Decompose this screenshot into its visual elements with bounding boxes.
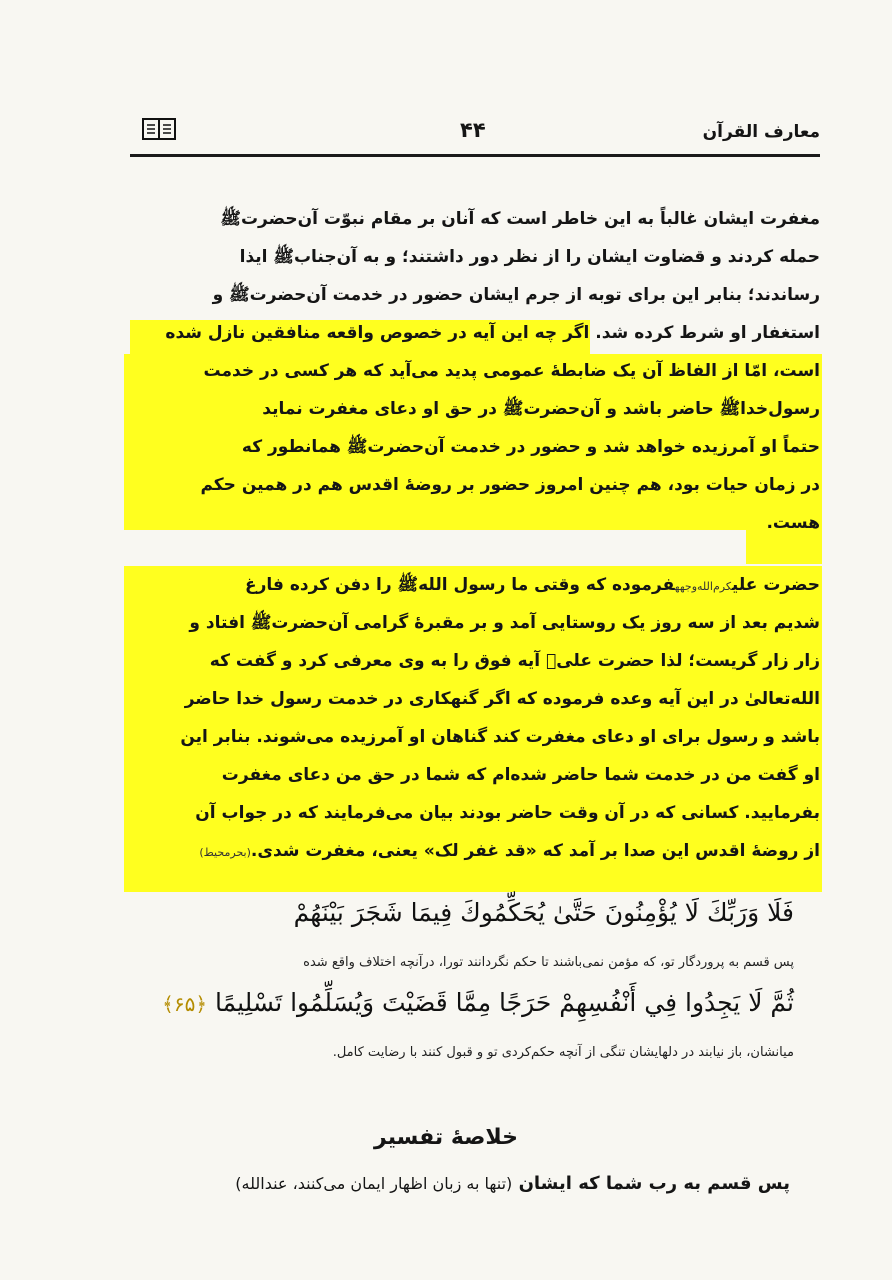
paragraph-1 [126,200,820,542]
highlighted-line: هست. [766,513,820,533]
summary-first-line [235,1173,790,1194]
verse-arabic-line-2 [162,988,794,1017]
highlighted-segment: اگر چه این آیه در خصوص واقعه منافقین نازل شده [165,323,596,343]
summary-parenthetical: (تنها به زبان اظهار ایمان می‌کنند، عندالله) [235,1174,513,1193]
highlighted-line [126,566,820,604]
source-citation: (بحرمحیط) [199,846,251,859]
highlighted-line [126,832,820,870]
highlighted-line: رسول‌خداﷺ حاضر باشد و آن‌حضرتﷺ در حق او دعای مغفرت نماید [262,399,820,419]
text-line: رساندند؛ بنابر این برای توبه از جرم ایشان حضور در خدمت آن‌حضرتﷺ و [212,285,820,305]
text-line [126,314,820,352]
text-segment: فرموده که وقتی ما رسول اللهﷺ را دفن کرده فارغ [244,575,675,595]
verse-translation-line-1: پس قسم به پروردگار تو، که مؤمن نمی‌باشند تا حکم نگردانند تورا، درآنچه اختلاف واقع شده [303,955,794,970]
highlighted-line: الله‌تعالیٰ در این آیه وعده فرموده که اگر گنهکاری در خدمت رسول خدا حاضر [184,689,820,709]
text-segment: استغفار او شرط کرده شد. [595,323,820,343]
highlighted-line: است، امّا از الفاظ آن یک ضابطهٔ عمومی پدید می‌آید که هر کسی در خدمت [203,361,820,381]
text-line: حمله کردند و قضاوت ایشان را از نظر دور داشتند؛ و به آن‌جنابﷺ ایذا [239,247,820,267]
highlighted-line: او گفت من در خدمت شما حاضر شده‌ام که شما در حق من دعای مغفرت [221,765,820,785]
open-book-icon [142,116,176,146]
highlighted-line: حتماً او آمرزیده خواهد شد و حضور در خدمت آن‌حضرتﷺ همانطور که [241,437,820,457]
verse-text: ثُمَّ لَا يَجِدُوا فِي أَنْفُسِهِمْ حَرَجًا مِمَّا قَضَيْتَ وَيُسَلِّمُوا تَسْلِيمًا [215,988,794,1017]
highlighted-line: شدیم بعد از سه روز یک روستایی آمد و بر مقبرهٔ گرامی آن‌حضرتﷺ افتاد و [189,613,820,633]
page-header [130,112,820,152]
honorific: کرم‌الله‌وجهه [674,580,732,593]
text-segment: حضرت علی [731,575,820,595]
highlighted-line: زار زار گریست؛ لذا حضرت علیؓ آیه فوق را به وی معرفی کرد و گفت که [209,651,820,671]
text-line: مغفرت ایشان غالباً به این خاطر است که آنان بر مقام نبوّت آن‌حضرتﷺ [220,209,820,229]
paragraph-2 [126,566,820,870]
verse-number: ﴿۶۵﴾ [162,992,208,1016]
book-title: معارف القرآن [702,122,820,142]
verse-arabic-line-1: فَلَا وَرَبِّكَ لَا يُؤْمِنُونَ حَتَّىٰ يُحَكِّمُوكَ فِيمَا شَجَرَ بَيْنَهُمْ [293,898,794,927]
highlighted-line: در زمان حیات بود، هم چنین امروز حضور بر روضهٔ اقدس هم در همین حکم [200,475,820,495]
section-title: خلاصهٔ تفسیر [374,1125,518,1150]
text-segment: از روضهٔ اقدس این صدا بر آمد که «قد غفر لک» یعنی، مغفرت شدی. [250,841,820,861]
header-divider [130,154,820,157]
highlighted-line: باشد و رسول برای او دعای مغفرت کند گناهان او آمرزیده می‌شوند. بنابر این [180,727,820,747]
page-number: ۴۴ [460,118,486,142]
highlighted-line: بفرمایید. کسانی که در آن وقت حاضر بودند بیان می‌فرمایند که در جواب آن [195,803,820,823]
summary-text: پس قسم به رب شما که ایشان [518,1173,790,1194]
verse-translation-line-2: میانشان، باز نیابند در دلهایشان تنگی از آنچه حکم‌کردی تو و قبول کنند با رضایت کامل. [332,1045,794,1060]
